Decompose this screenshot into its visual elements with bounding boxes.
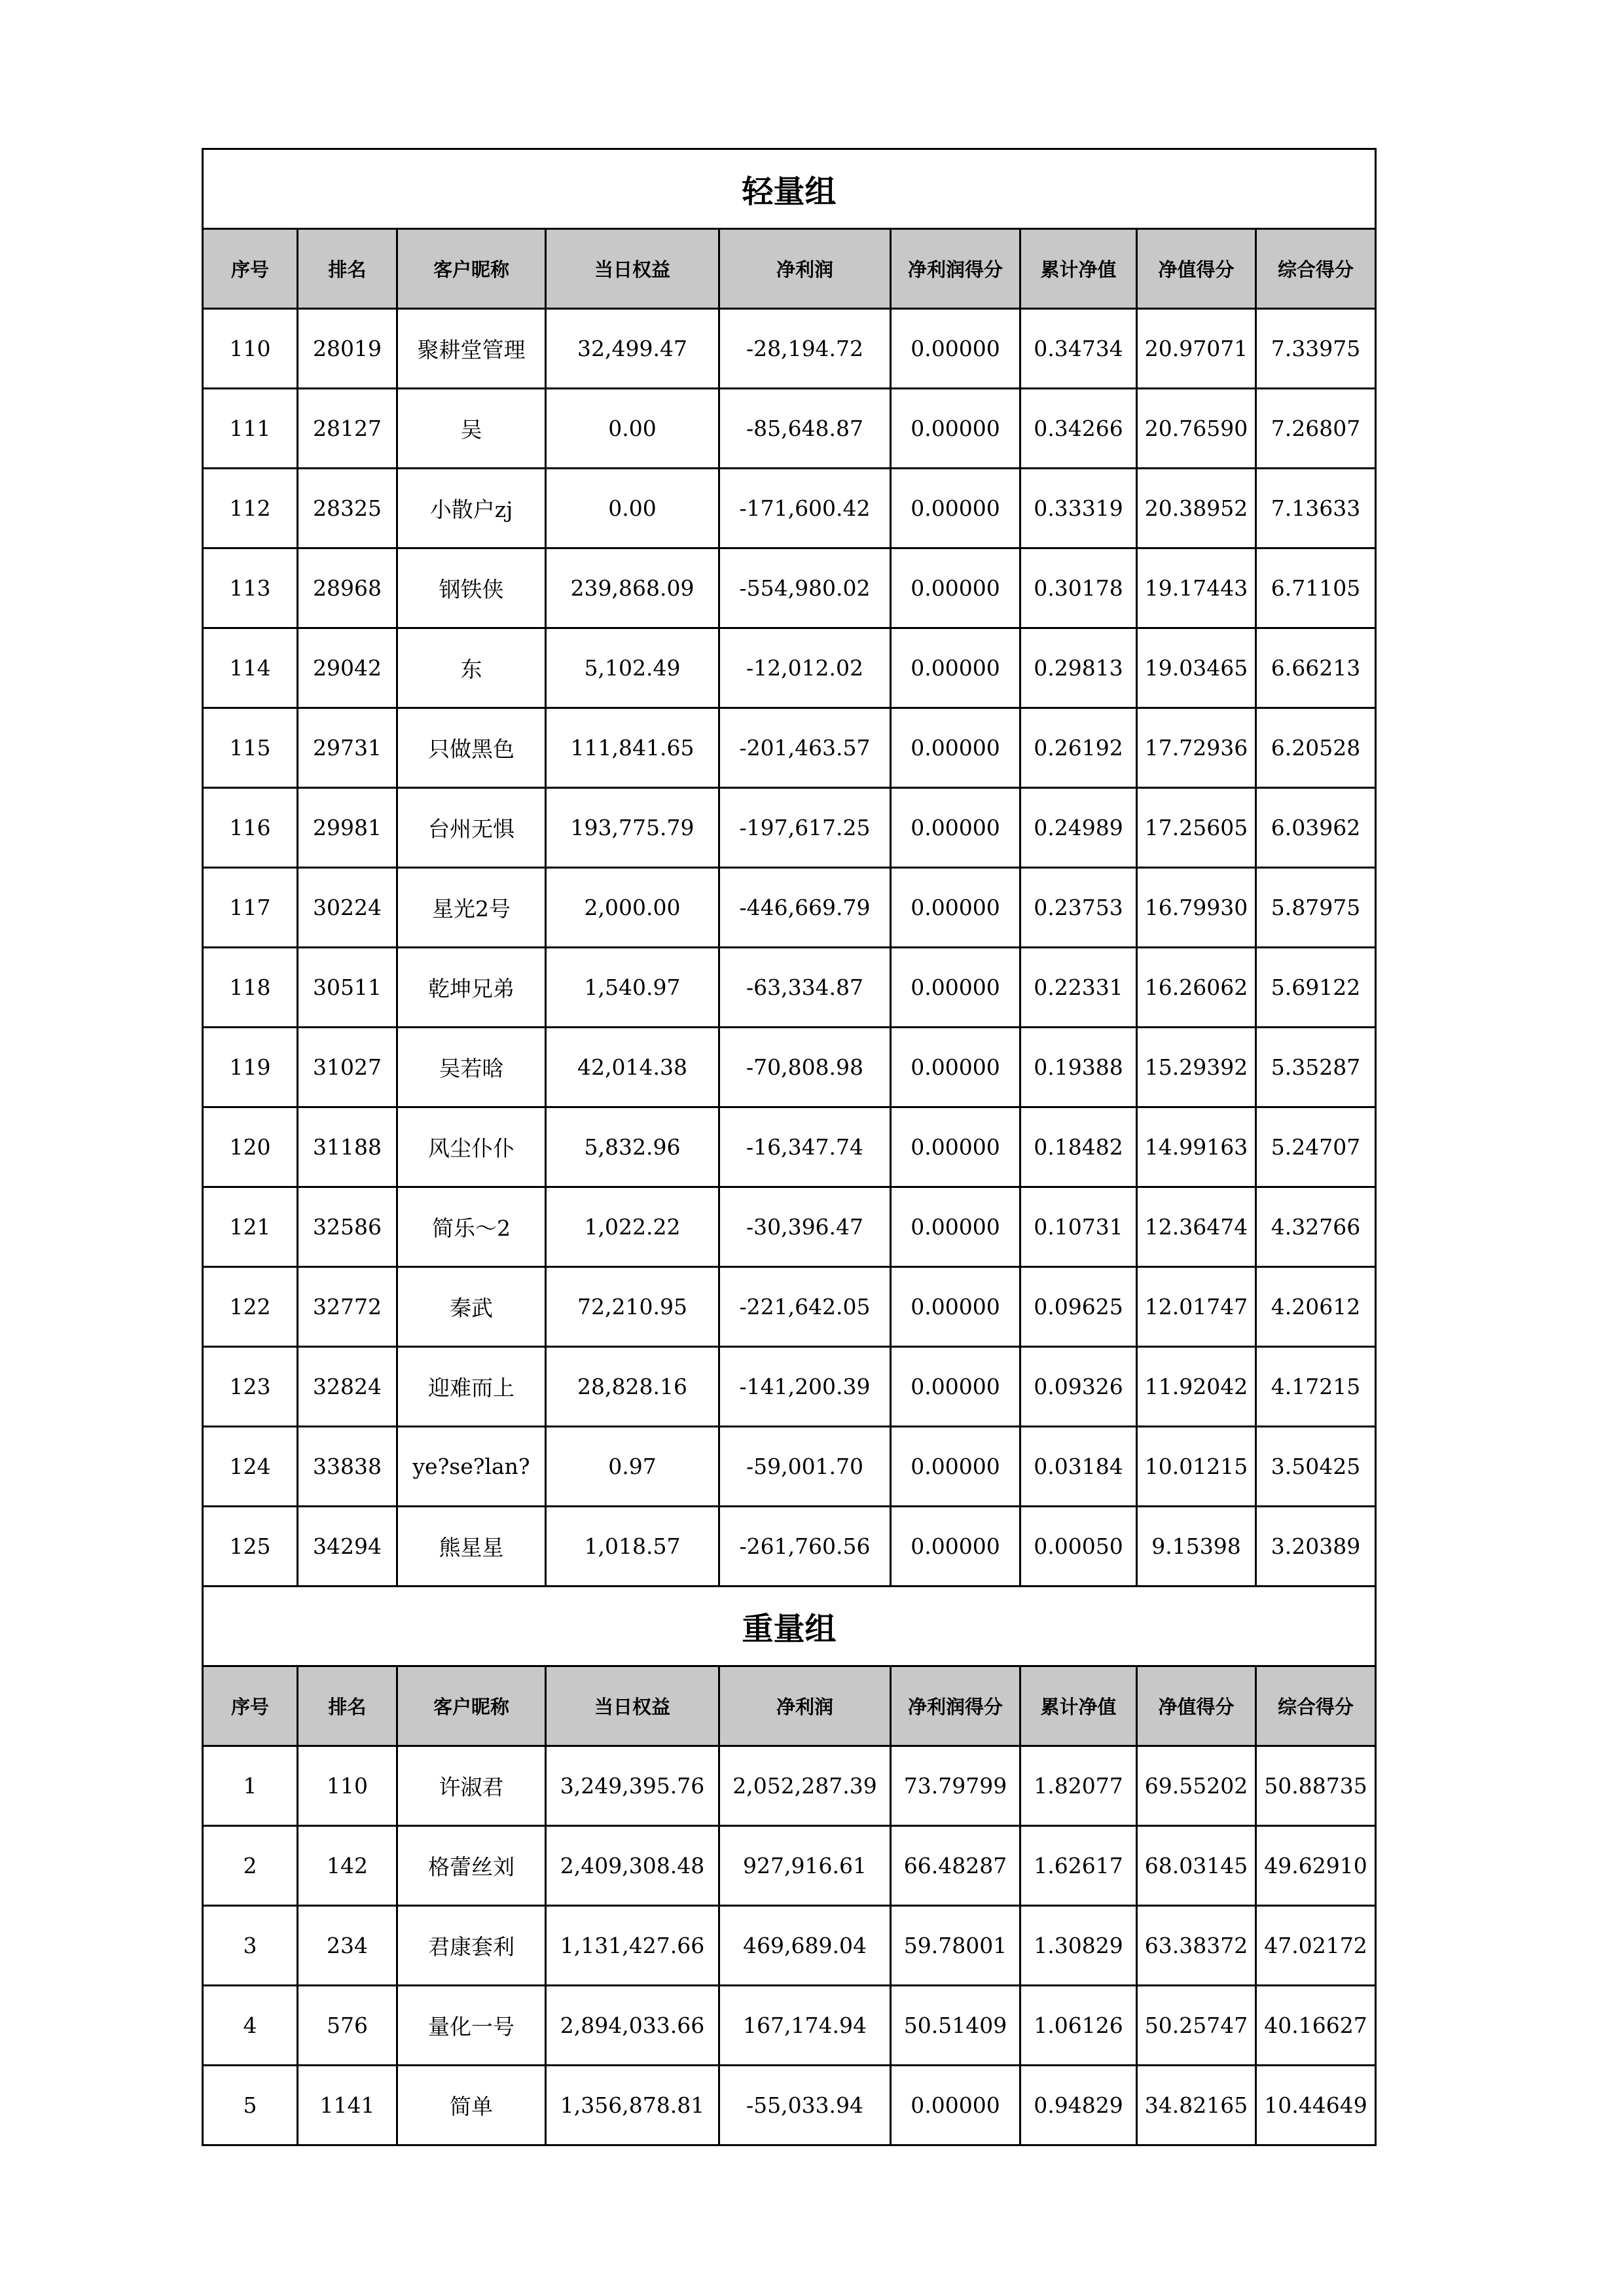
cell-total-score: 5.35287 [1256,1028,1376,1107]
cell-net-value: 0.03184 [1020,1427,1137,1507]
cell-net-value: 0.10731 [1020,1187,1137,1267]
cell-net-profit: -12,012.02 [719,628,891,708]
cell-net-profit: -221,642.05 [719,1267,891,1347]
cell-nickname: 台州无惧 [397,788,546,868]
cell-total-score: 7.33975 [1256,309,1376,389]
cell-profit-score: 0.00000 [891,1507,1020,1587]
cell-value-score: 14.99163 [1137,1107,1256,1187]
cell-net-profit: 167,174.94 [719,1986,891,2066]
table-row [203,1826,1376,1906]
table-row [203,2066,1376,2145]
table-row [203,868,1376,948]
cell-seq: 117 [203,868,298,948]
cell-nickname: 钢铁侠 [397,548,546,628]
cell-total-score: 6.20528 [1256,708,1376,788]
group-title-row [203,149,1376,229]
cell-total-score: 4.17215 [1256,1347,1376,1427]
cell-rank: 30511 [298,948,397,1028]
cell-rank: 31188 [298,1107,397,1187]
cell-rank: 28968 [298,548,397,628]
table-row [203,1267,1376,1347]
cell-nickname: 星光2号 [397,868,546,948]
cell-seq: 124 [203,1427,298,1507]
cell-rank: 29981 [298,788,397,868]
table-row [203,788,1376,868]
cell-net-value: 1.30829 [1020,1906,1137,1986]
cell-total-score: 4.20612 [1256,1267,1376,1347]
cell-equity: 5,102.49 [546,628,719,708]
cell-net-profit: -201,463.57 [719,708,891,788]
cell-profit-score: 0.00000 [891,389,1020,469]
cell-seq: 125 [203,1507,298,1587]
cell-nickname: 只做黑色 [397,708,546,788]
cell-net-profit: -63,334.87 [719,948,891,1028]
cell-value-score: 16.26062 [1137,948,1256,1028]
cell-profit-score: 73.79799 [891,1746,1020,1826]
cell-net-profit: -197,617.25 [719,788,891,868]
cell-total-score: 49.62910 [1256,1826,1376,1906]
header-row [203,229,1376,309]
cell-net-value: 0.09625 [1020,1267,1137,1347]
cell-nickname: 熊星星 [397,1507,546,1587]
cell-profit-score: 0.00000 [891,1347,1020,1427]
column-header-total-score: 综合得分 [1256,229,1376,309]
cell-net-profit: 927,916.61 [719,1826,891,1906]
cell-equity: 2,000.00 [546,868,719,948]
cell-equity: 1,356,878.81 [546,2066,719,2145]
cell-rank: 33838 [298,1427,397,1507]
cell-net-value: 0.94829 [1020,2066,1137,2145]
cell-rank: 28019 [298,309,397,389]
cell-profit-score: 0.00000 [891,1028,1020,1107]
cell-equity: 193,775.79 [546,788,719,868]
cell-rank: 34294 [298,1507,397,1587]
cell-equity: 111,841.65 [546,708,719,788]
cell-net-profit: -554,980.02 [719,548,891,628]
cell-nickname: 吴 [397,389,546,469]
cell-net-profit: -70,808.98 [719,1028,891,1107]
cell-net-value: 1.62617 [1020,1826,1137,1906]
cell-value-score: 19.17443 [1137,548,1256,628]
cell-net-profit: 2,052,287.39 [719,1746,891,1826]
cell-net-profit: -261,760.56 [719,1507,891,1587]
cell-net-profit: 469,689.04 [719,1906,891,1986]
cell-equity: 2,409,308.48 [546,1826,719,1906]
cell-rank: 32586 [298,1187,397,1267]
cell-profit-score: 0.00000 [891,469,1020,548]
column-header-net-profit: 净利润 [719,1666,891,1746]
cell-equity: 72,210.95 [546,1267,719,1347]
column-header-net-profit: 净利润 [719,229,891,309]
cell-profit-score: 0.00000 [891,628,1020,708]
cell-total-score: 50.88735 [1256,1746,1376,1826]
cell-value-score: 63.38372 [1137,1906,1256,1986]
cell-seq: 110 [203,309,298,389]
cell-seq: 112 [203,469,298,548]
column-header-rank: 排名 [298,229,397,309]
cell-equity: 0.00 [546,469,719,548]
cell-net-profit: -85,648.87 [719,389,891,469]
table-row [203,1187,1376,1267]
cell-rank: 142 [298,1826,397,1906]
cell-net-value: 0.09326 [1020,1347,1137,1427]
cell-nickname: 乾坤兄弟 [397,948,546,1028]
cell-rank: 576 [298,1986,397,2066]
cell-value-score: 17.25605 [1137,788,1256,868]
cell-rank: 31027 [298,1028,397,1107]
cell-value-score: 15.29392 [1137,1028,1256,1107]
cell-equity: 0.97 [546,1427,719,1507]
cell-value-score: 20.97071 [1137,309,1256,389]
cell-equity: 5,832.96 [546,1107,719,1187]
cell-net-value: 0.34734 [1020,309,1137,389]
cell-equity: 1,022.22 [546,1187,719,1267]
cell-total-score: 7.13633 [1256,469,1376,548]
column-header-total-score: 综合得分 [1256,1666,1376,1746]
cell-rank: 1141 [298,2066,397,2145]
cell-seq: 119 [203,1028,298,1107]
cell-profit-score: 0.00000 [891,1267,1020,1347]
table-row [203,1028,1376,1107]
cell-net-profit: -446,669.79 [719,868,891,948]
cell-total-score: 4.32766 [1256,1187,1376,1267]
cell-equity: 1,018.57 [546,1507,719,1587]
cell-net-profit: -141,200.39 [719,1347,891,1427]
cell-nickname: 小散户zj [397,469,546,548]
cell-net-value: 0.00050 [1020,1507,1137,1587]
column-header-seq: 序号 [203,229,298,309]
table-row [203,469,1376,548]
cell-profit-score: 0.00000 [891,1187,1020,1267]
cell-value-score: 20.76590 [1137,389,1256,469]
cell-net-value: 1.06126 [1020,1986,1137,2066]
cell-seq: 4 [203,1986,298,2066]
cell-profit-score: 0.00000 [891,2066,1020,2145]
cell-profit-score: 0.00000 [891,948,1020,1028]
table-row [203,1746,1376,1826]
cell-seq: 114 [203,628,298,708]
cell-nickname: 格蕾丝刘 [397,1826,546,1906]
cell-rank: 29042 [298,628,397,708]
table-row [203,1347,1376,1427]
table-row [203,948,1376,1028]
cell-nickname: 东 [397,628,546,708]
cell-seq: 121 [203,1187,298,1267]
ranking-table [202,148,1377,2146]
cell-value-score: 10.01215 [1137,1427,1256,1507]
cell-seq: 113 [203,548,298,628]
cell-net-profit: -28,194.72 [719,309,891,389]
cell-equity: 42,014.38 [546,1028,719,1107]
cell-net-value: 1.82077 [1020,1746,1137,1826]
cell-equity: 28,828.16 [546,1347,719,1427]
cell-seq: 118 [203,948,298,1028]
cell-rank: 30224 [298,868,397,948]
cell-nickname: 君康套利 [397,1906,546,1986]
cell-total-score: 3.20389 [1256,1507,1376,1587]
column-header-rank: 排名 [298,1666,397,1746]
cell-seq: 115 [203,708,298,788]
cell-value-score: 20.38952 [1137,469,1256,548]
cell-equity: 1,540.97 [546,948,719,1028]
cell-profit-score: 0.00000 [891,708,1020,788]
cell-net-profit: -55,033.94 [719,2066,891,2145]
cell-rank: 110 [298,1746,397,1826]
header-row [203,1666,1376,1746]
cell-value-score: 50.25747 [1137,1986,1256,2066]
cell-total-score: 7.26807 [1256,389,1376,469]
table-row [203,1107,1376,1187]
cell-nickname: 聚耕堂管理 [397,309,546,389]
cell-nickname: 秦武 [397,1267,546,1347]
cell-nickname: 迎难而上 [397,1347,546,1427]
cell-rank: 29731 [298,708,397,788]
cell-value-score: 68.03145 [1137,1826,1256,1906]
cell-nickname: 简乐～2 [397,1187,546,1267]
column-header-nickname: 客户昵称 [397,1666,546,1746]
cell-total-score: 6.71105 [1256,548,1376,628]
cell-value-score: 12.01747 [1137,1267,1256,1347]
cell-nickname: 简单 [397,2066,546,2145]
cell-total-score: 3.50425 [1256,1427,1376,1507]
cell-rank: 234 [298,1906,397,1986]
cell-total-score: 47.02172 [1256,1906,1376,1986]
cell-net-value: 0.30178 [1020,548,1137,628]
cell-total-score: 10.44649 [1256,2066,1376,2145]
group-title: 重量组 [203,1587,1376,1666]
cell-value-score: 34.82165 [1137,2066,1256,2145]
cell-nickname: 许淑君 [397,1746,546,1826]
cell-profit-score: 0.00000 [891,868,1020,948]
cell-equity: 0.00 [546,389,719,469]
cell-net-value: 0.22331 [1020,948,1137,1028]
table-row [203,628,1376,708]
cell-nickname: 量化一号 [397,1986,546,2066]
cell-seq: 120 [203,1107,298,1187]
ranking-sheet [202,148,1375,2146]
column-header-seq: 序号 [203,1666,298,1746]
cell-seq: 111 [203,389,298,469]
column-header-nickname: 客户昵称 [397,229,546,309]
cell-profit-score: 0.00000 [891,1427,1020,1507]
column-header-net-value: 累计净值 [1020,1666,1137,1746]
cell-seq: 122 [203,1267,298,1347]
group-title-row [203,1587,1376,1666]
cell-profit-score: 50.51409 [891,1986,1020,2066]
cell-profit-score: 0.00000 [891,548,1020,628]
cell-profit-score: 59.78001 [891,1906,1020,1986]
table-row [203,309,1376,389]
cell-rank: 28325 [298,469,397,548]
column-header-net-value: 累计净值 [1020,229,1137,309]
cell-equity: 3,249,395.76 [546,1746,719,1826]
cell-net-value: 0.19388 [1020,1028,1137,1107]
cell-seq: 2 [203,1826,298,1906]
cell-profit-score: 0.00000 [891,1107,1020,1187]
cell-value-score: 69.55202 [1137,1746,1256,1826]
column-header-profit-score: 净利润得分 [891,1666,1020,1746]
cell-rank: 28127 [298,389,397,469]
cell-total-score: 5.69122 [1256,948,1376,1028]
cell-total-score: 5.24707 [1256,1107,1376,1187]
cell-rank: 32772 [298,1267,397,1347]
column-header-equity: 当日权益 [546,1666,719,1746]
cell-net-value: 0.33319 [1020,469,1137,548]
cell-profit-score: 0.00000 [891,788,1020,868]
table-row [203,548,1376,628]
cell-net-value: 0.29813 [1020,628,1137,708]
column-header-value-score: 净值得分 [1137,229,1256,309]
cell-net-value: 0.18482 [1020,1107,1137,1187]
cell-total-score: 6.03962 [1256,788,1376,868]
cell-equity: 32,499.47 [546,309,719,389]
cell-nickname: 吴若晗 [397,1028,546,1107]
cell-value-score: 17.72936 [1137,708,1256,788]
table-row [203,389,1376,469]
table-row [203,1906,1376,1986]
cell-net-profit: -171,600.42 [719,469,891,548]
cell-profit-score: 0.00000 [891,309,1020,389]
cell-value-score: 11.92042 [1137,1347,1256,1427]
cell-nickname: 风尘仆仆 [397,1107,546,1187]
cell-value-score: 19.03465 [1137,628,1256,708]
cell-seq: 3 [203,1906,298,1986]
table-row [203,1507,1376,1587]
cell-total-score: 6.66213 [1256,628,1376,708]
cell-net-profit: -30,396.47 [719,1187,891,1267]
table-row [203,1986,1376,2066]
group-title: 轻量组 [203,149,1376,229]
cell-seq: 123 [203,1347,298,1427]
table-row [203,1427,1376,1507]
cell-net-value: 0.24989 [1020,788,1137,868]
cell-net-profit: -16,347.74 [719,1107,891,1187]
cell-equity: 1,131,427.66 [546,1906,719,1986]
cell-seq: 5 [203,2066,298,2145]
cell-profit-score: 66.48287 [891,1826,1020,1906]
cell-seq: 1 [203,1746,298,1826]
cell-value-score: 16.79930 [1137,868,1256,948]
cell-nickname: ye?se?lan? [397,1427,546,1507]
cell-net-value: 0.34266 [1020,389,1137,469]
cell-equity: 2,894,033.66 [546,1986,719,2066]
cell-total-score: 40.16627 [1256,1986,1376,2066]
cell-total-score: 5.87975 [1256,868,1376,948]
cell-rank: 32824 [298,1347,397,1427]
cell-net-profit: -59,001.70 [719,1427,891,1507]
cell-net-value: 0.23753 [1020,868,1137,948]
cell-net-value: 0.26192 [1020,708,1137,788]
column-header-value-score: 净值得分 [1137,1666,1256,1746]
cell-seq: 116 [203,788,298,868]
column-header-profit-score: 净利润得分 [891,229,1020,309]
cell-value-score: 9.15398 [1137,1507,1256,1587]
cell-value-score: 12.36474 [1137,1187,1256,1267]
cell-equity: 239,868.09 [546,548,719,628]
table-row [203,708,1376,788]
column-header-equity: 当日权益 [546,229,719,309]
